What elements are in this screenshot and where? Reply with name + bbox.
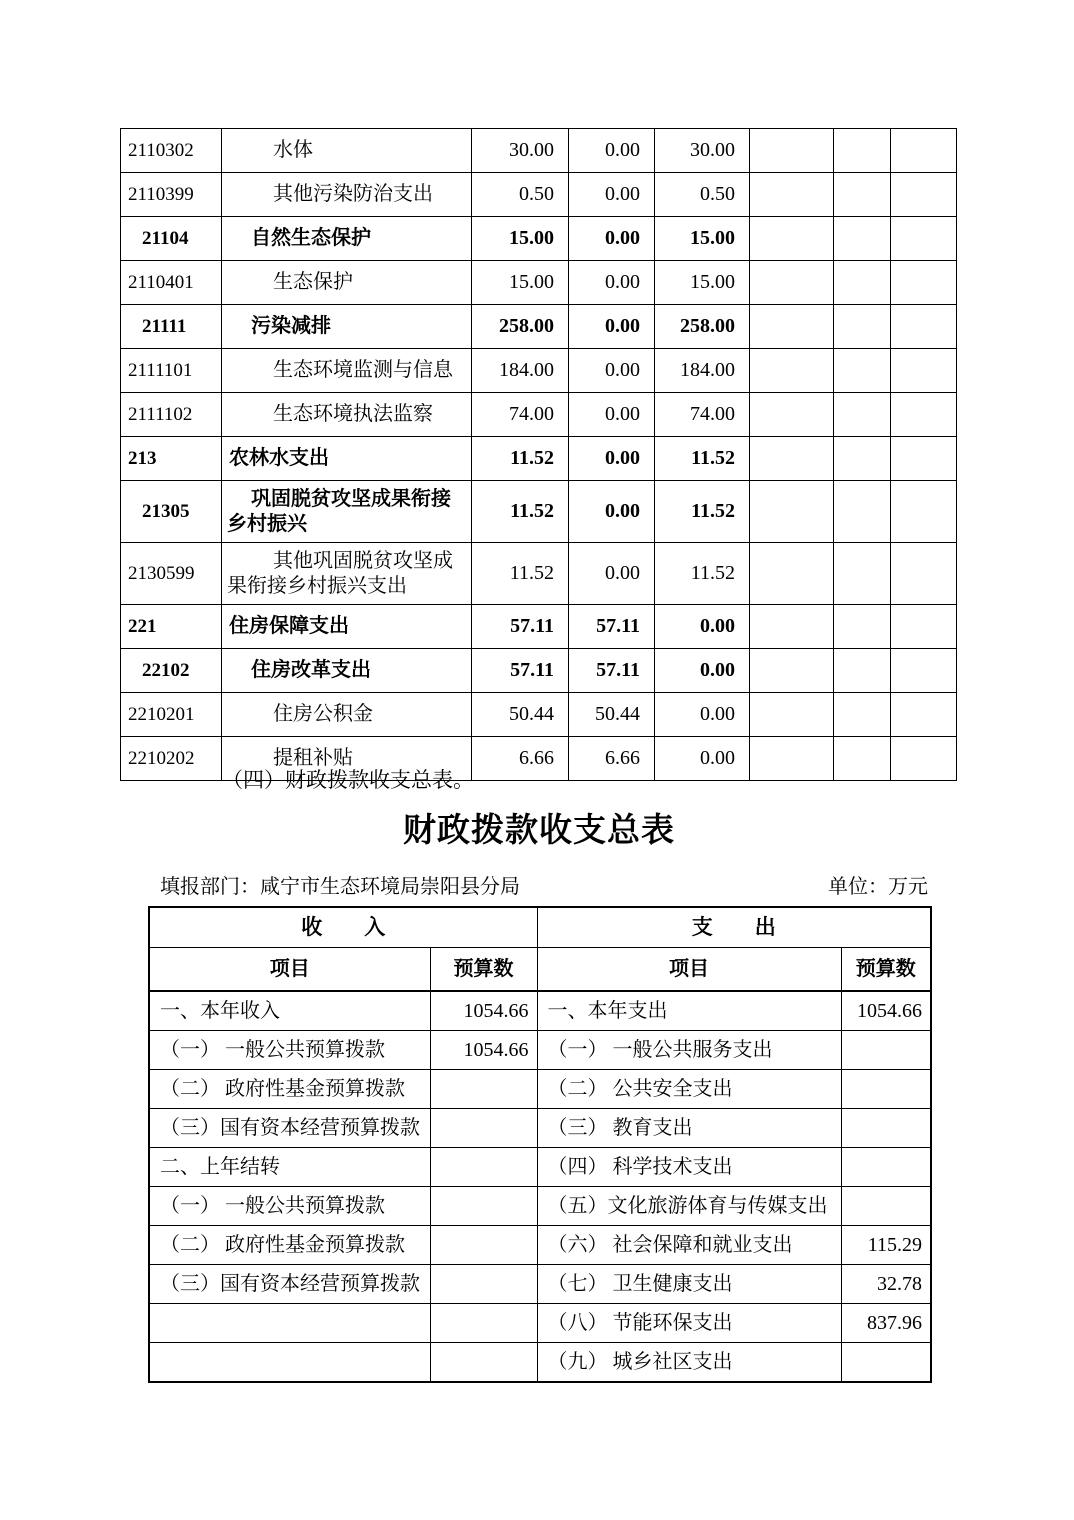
expense-budget-cell: 32.78	[841, 1265, 931, 1304]
amount-cell: 11.52	[472, 543, 569, 605]
item-name-cell: 生态环境监测与信息	[222, 349, 472, 393]
amount-cell: 74.00	[472, 393, 569, 437]
summary-row	[149, 1031, 931, 1070]
budget-code-cell: 2110302	[121, 129, 222, 173]
empty-cell	[750, 693, 834, 737]
empty-cell	[750, 393, 834, 437]
empty-cell	[750, 737, 834, 781]
empty-cell	[891, 305, 957, 349]
amount-cell: 258.00	[655, 305, 750, 349]
empty-cell	[891, 217, 957, 261]
summary-row	[149, 1187, 931, 1226]
budget-code-cell: 221	[121, 605, 222, 649]
item-name-cell: 住房公积金	[222, 693, 472, 737]
empty-cell	[891, 261, 957, 305]
amount-cell: 0.50	[472, 173, 569, 217]
item-name-cell: 自然生态保护	[222, 217, 472, 261]
amount-cell: 11.52	[655, 543, 750, 605]
item-column-header: 项目	[149, 948, 430, 992]
amount-cell: 0.00	[569, 261, 655, 305]
amount-cell: 0.00	[655, 649, 750, 693]
reporting-department-label: 填报部门：咸宁市生态环境局崇阳县分局	[160, 876, 520, 898]
amount-cell: 15.00	[655, 261, 750, 305]
item-name-cell: 巩固脱贫攻坚成果衔接乡村振兴	[222, 481, 472, 543]
expense-budget-cell	[841, 1070, 931, 1109]
expense-budget-cell	[841, 1148, 931, 1187]
amount-cell: 0.00	[569, 437, 655, 481]
budget-row	[121, 605, 957, 649]
budget-row	[121, 393, 957, 437]
amount-cell: 0.00	[569, 217, 655, 261]
empty-cell	[750, 217, 834, 261]
empty-cell	[834, 173, 891, 217]
income-budget-cell	[430, 1148, 537, 1187]
amount-cell: 15.00	[472, 217, 569, 261]
table-meta-row	[148, 870, 930, 899]
amount-cell: 0.00	[569, 349, 655, 393]
income-budget-cell	[430, 1070, 537, 1109]
amount-cell: 11.52	[655, 437, 750, 481]
income-item-cell: （三）国有资本经营预算拨款	[149, 1265, 430, 1304]
budget-row	[121, 349, 957, 393]
empty-cell	[834, 261, 891, 305]
amount-cell: 0.00	[655, 605, 750, 649]
amount-cell: 57.11	[472, 649, 569, 693]
item-name-cell: 其他巩固脱贫攻坚成果衔接乡村振兴支出	[222, 543, 472, 605]
budget-code-cell: 2210201	[121, 693, 222, 737]
expense-item-cell: （八） 节能环保支出	[537, 1304, 841, 1343]
fiscal-summary-table	[148, 906, 932, 1383]
empty-cell	[891, 393, 957, 437]
amount-cell: 6.66	[569, 737, 655, 781]
item-name-cell: 提租补贴	[222, 737, 472, 781]
amount-cell: 0.00	[569, 129, 655, 173]
section-header-row	[149, 907, 931, 948]
expense-item-cell: （五）文化旅游体育与传媒支出	[537, 1187, 841, 1226]
budget-row	[121, 217, 957, 261]
amount-cell: 0.00	[569, 305, 655, 349]
empty-cell	[750, 305, 834, 349]
expense-item-cell: （三） 教育支出	[537, 1109, 841, 1148]
empty-cell	[891, 693, 957, 737]
expense-budget-cell	[841, 1109, 931, 1148]
expense-item-cell: （七） 卫生健康支出	[537, 1265, 841, 1304]
expense-item-cell: （一） 一般公共服务支出	[537, 1031, 841, 1070]
summary-row	[149, 1070, 931, 1109]
budget-code-cell: 21111	[121, 305, 222, 349]
budget-code-cell: 2210202	[121, 737, 222, 781]
amount-cell: 0.00	[569, 393, 655, 437]
expense-budget-cell	[841, 1187, 931, 1226]
summary-row	[149, 1265, 931, 1304]
income-item-cell: （一） 一般公共预算拨款	[149, 1187, 430, 1226]
amount-cell: 57.11	[569, 649, 655, 693]
amount-cell: 57.11	[569, 605, 655, 649]
empty-cell	[891, 173, 957, 217]
budget-row	[121, 649, 957, 693]
empty-cell	[891, 349, 957, 393]
budget-code-cell: 22102	[121, 649, 222, 693]
empty-cell	[891, 481, 957, 543]
empty-cell	[750, 649, 834, 693]
item-name-cell: 生态保护	[222, 261, 472, 305]
empty-cell	[891, 605, 957, 649]
summary-row	[149, 991, 931, 1031]
budget-row	[121, 129, 957, 173]
amount-cell: 184.00	[655, 349, 750, 393]
budget-code-cell: 2110401	[121, 261, 222, 305]
income-item-cell: （二） 政府性基金预算拨款	[149, 1070, 430, 1109]
income-item-cell	[149, 1304, 430, 1343]
income-budget-cell	[430, 1187, 537, 1226]
empty-cell	[750, 481, 834, 543]
budget-row	[121, 543, 957, 605]
empty-cell	[834, 393, 891, 437]
amount-cell: 0.00	[569, 481, 655, 543]
empty-cell	[834, 349, 891, 393]
amount-cell: 0.50	[655, 173, 750, 217]
empty-cell	[750, 605, 834, 649]
amount-cell: 30.00	[655, 129, 750, 173]
empty-cell	[750, 437, 834, 481]
expense-section-header: 支 出	[537, 907, 931, 948]
column-header-row	[149, 948, 931, 992]
amount-cell: 57.11	[472, 605, 569, 649]
income-item-cell	[149, 1343, 430, 1383]
expense-budget-cell: 1054.66	[841, 991, 931, 1031]
empty-cell	[750, 543, 834, 605]
amount-cell: 15.00	[655, 217, 750, 261]
income-item-cell: （二） 政府性基金预算拨款	[149, 1226, 430, 1265]
empty-cell	[750, 173, 834, 217]
empty-cell	[891, 437, 957, 481]
amount-cell: 0.00	[655, 737, 750, 781]
item-name-cell: 住房改革支出	[222, 649, 472, 693]
summary-row	[149, 1148, 931, 1187]
empty-cell	[750, 261, 834, 305]
expense-item-cell: 一、本年支出	[537, 991, 841, 1031]
empty-cell	[834, 305, 891, 349]
income-item-cell: （三）国有资本经营预算拨款	[149, 1109, 430, 1148]
expense-item-cell: （四） 科学技术支出	[537, 1148, 841, 1187]
budget-row	[121, 481, 957, 543]
amount-cell: 30.00	[472, 129, 569, 173]
empty-cell	[834, 481, 891, 543]
amount-cell: 50.44	[569, 693, 655, 737]
empty-cell	[891, 543, 957, 605]
budget-code-cell: 2111101	[121, 349, 222, 393]
amount-cell: 0.00	[569, 543, 655, 605]
empty-cell	[891, 129, 957, 173]
budget-continuation-table	[120, 128, 957, 781]
amount-cell: 184.00	[472, 349, 569, 393]
empty-cell	[891, 737, 957, 781]
budget-code-cell: 213	[121, 437, 222, 481]
item-name-cell: 水体	[222, 129, 472, 173]
expense-budget-cell	[841, 1343, 931, 1383]
expense-item-cell: （九） 城乡社区支出	[537, 1343, 841, 1383]
amount-cell: 258.00	[472, 305, 569, 349]
item-column-header: 项目	[537, 948, 841, 992]
empty-cell	[834, 605, 891, 649]
empty-cell	[750, 129, 834, 173]
item-name-cell: 住房保障支出	[222, 605, 472, 649]
budget-code-cell: 2110399	[121, 173, 222, 217]
budget-row	[121, 437, 957, 481]
budget-column-header: 预算数	[430, 948, 537, 992]
empty-cell	[750, 349, 834, 393]
budget-code-cell: 2130599	[121, 543, 222, 605]
budget-row	[121, 693, 957, 737]
amount-cell: 15.00	[472, 261, 569, 305]
amount-cell: 50.44	[472, 693, 569, 737]
summary-row	[149, 1343, 931, 1383]
empty-cell	[834, 129, 891, 173]
section-heading: （四）财政拨款收支总表。	[222, 768, 474, 792]
amount-cell: 74.00	[655, 393, 750, 437]
item-name-cell: 污染减排	[222, 305, 472, 349]
item-name-cell: 生态环境执法监察	[222, 393, 472, 437]
income-item-cell: （一） 一般公共预算拨款	[149, 1031, 430, 1070]
budget-code-cell: 21104	[121, 217, 222, 261]
expense-budget-cell: 837.96	[841, 1304, 931, 1343]
empty-cell	[834, 693, 891, 737]
budget-row	[121, 305, 957, 349]
income-budget-cell	[430, 1343, 537, 1383]
item-name-cell: 农林水支出	[222, 437, 472, 481]
empty-cell	[891, 649, 957, 693]
amount-cell: 11.52	[655, 481, 750, 543]
expense-budget-cell: 115.29	[841, 1226, 931, 1265]
budget-code-cell: 21305	[121, 481, 222, 543]
empty-cell	[834, 737, 891, 781]
income-section-header: 收 入	[149, 907, 537, 948]
income-budget-cell: 1054.66	[430, 991, 537, 1031]
expense-item-cell: （六） 社会保障和就业支出	[537, 1226, 841, 1265]
budget-row	[121, 261, 957, 305]
unit-label: 单位：万元	[828, 876, 928, 898]
budget-row	[121, 173, 957, 217]
amount-cell: 11.52	[472, 437, 569, 481]
summary-row	[149, 1226, 931, 1265]
summary-row	[149, 1304, 931, 1343]
income-item-cell: 二、上年结转	[149, 1148, 430, 1187]
expense-item-cell: （二） 公共安全支出	[537, 1070, 841, 1109]
empty-cell	[834, 649, 891, 693]
income-item-cell: 一、本年收入	[149, 991, 430, 1031]
amount-cell: 0.00	[655, 693, 750, 737]
income-budget-cell	[430, 1304, 537, 1343]
income-budget-cell: 1054.66	[430, 1031, 537, 1070]
summary-row	[149, 1109, 931, 1148]
expense-budget-cell	[841, 1031, 931, 1070]
empty-cell	[834, 217, 891, 261]
budget-column-header: 预算数	[841, 948, 931, 992]
budget-code-cell: 2111102	[121, 393, 222, 437]
item-name-cell: 其他污染防治支出	[222, 173, 472, 217]
income-budget-cell	[430, 1265, 537, 1304]
amount-cell: 11.52	[472, 481, 569, 543]
amount-cell: 0.00	[569, 173, 655, 217]
income-budget-cell	[430, 1109, 537, 1148]
page-title: 财政拨款收支总表	[403, 811, 675, 848]
empty-cell	[834, 437, 891, 481]
empty-cell	[834, 543, 891, 605]
amount-cell: 6.66	[472, 737, 569, 781]
income-budget-cell	[430, 1226, 537, 1265]
